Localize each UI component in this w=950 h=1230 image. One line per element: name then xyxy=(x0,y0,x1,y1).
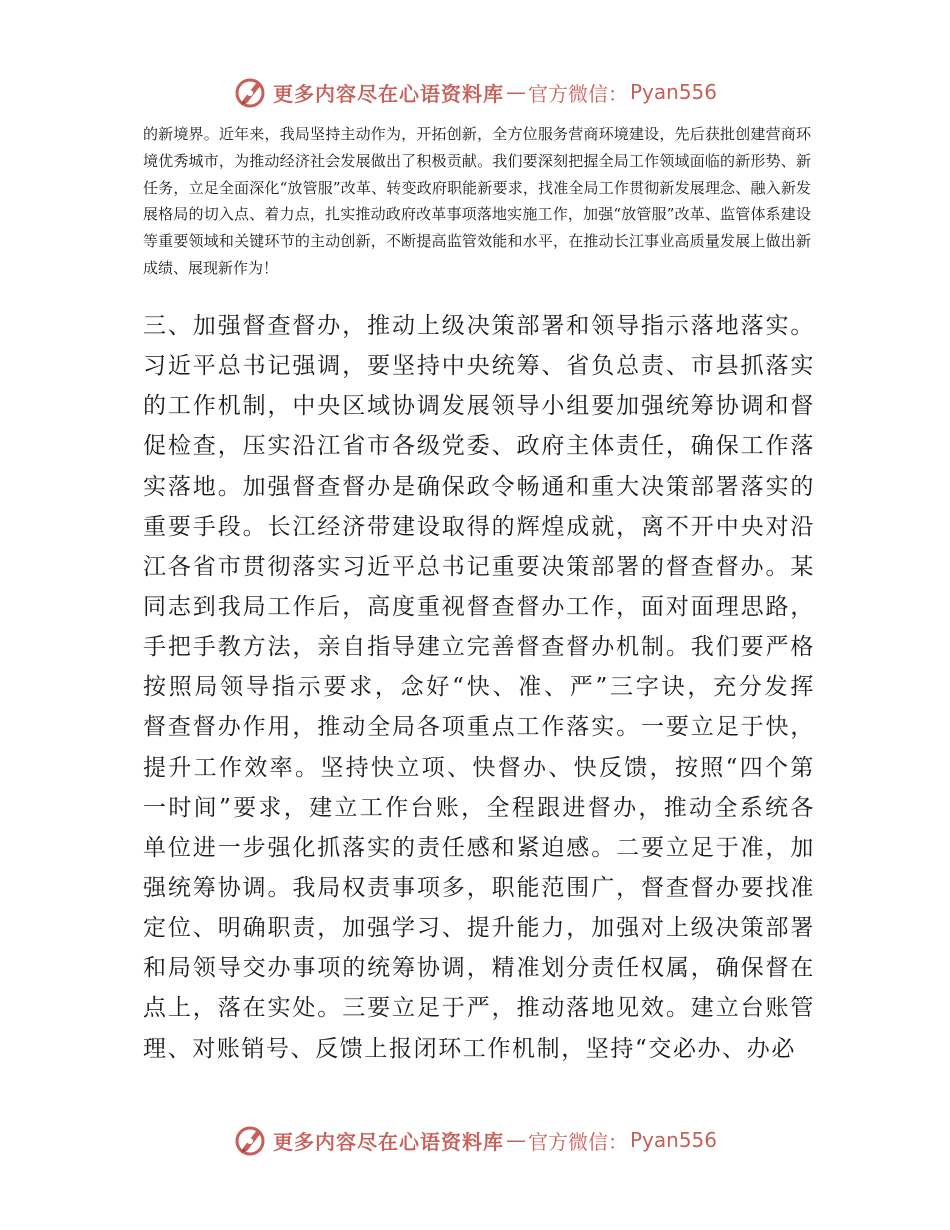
main-body xyxy=(143,306,815,1069)
body-line: 的工作机制，中央区域协调发展领导小组要加强统筹协调和督 xyxy=(143,393,815,420)
banner-official-label: 官方微信： xyxy=(527,81,628,106)
body-line: 重要手段。长江经济带建设取得的辉煌成就，离不开中央对沿 xyxy=(143,513,815,540)
body-line: 定位、明确职责，加强学习、提升能力，加强对上级决策部署 xyxy=(143,915,815,942)
body-line: 点上，落在实处。三要立足于严，推动落地见效。建立台账管 xyxy=(143,995,815,1022)
pen-logo-icon xyxy=(233,1122,269,1158)
pen-logo-icon xyxy=(233,74,269,110)
header-banner xyxy=(0,70,950,114)
banner-promo-text: 更多内容尽在心语资料库 xyxy=(272,1129,504,1154)
body-line: 促检查，压实沿江省市各级党委、政府主体责任，确保工作落 xyxy=(143,433,815,460)
body-line: 习近平总书记强调，要坚持中央统筹、省负总责、市县抓落实 xyxy=(143,353,815,380)
body-line: 理、对账销号、反馈上报闭环工作机制，坚持“交必办、办必 xyxy=(143,1035,796,1062)
banner-promo-text: 更多内容尽在心语资料库 xyxy=(272,81,504,106)
body-line: 提升工作效率。坚持快立项、快督办、快反馈，按照“四个第 xyxy=(143,754,815,781)
banner-official-label: 官方微信： xyxy=(527,1129,628,1154)
body-line: 江各省市贯彻落实习近平总书记重要决策部署的督查督办。某 xyxy=(143,553,815,580)
body-line: 同志到我局工作后，高度重视督查督办工作，面对面理思路， xyxy=(143,593,815,620)
body-line: 单位进一步强化抓落实的责任感和紧迫感。二要立足于准，加 xyxy=(143,834,815,861)
body-line: 督查督办作用，推动全局各项重点工作落实。一要立足于快， xyxy=(143,714,815,741)
body-line: 一时间”要求，建立工作台账，全程跟进督办，推动全系统各 xyxy=(143,794,815,821)
body-line: 按照局领导指示要求，念好“快、准、严”三字诀，充分发挥 xyxy=(143,674,815,701)
body-line: 和局领导交办事项的统筹协调，精准划分责任权属，确保督在 xyxy=(143,955,815,982)
banner-dash: — xyxy=(505,80,526,104)
banner-wechat-id: Pyan556 xyxy=(629,1128,717,1152)
footer-banner xyxy=(0,1118,950,1162)
body-line: 实落地。加强督查督办是确保政令畅通和重大决策部署落实的 xyxy=(143,473,815,500)
section-heading: 三、加强督查督办，推动上级决策部署和领导指示落地落实。 xyxy=(143,313,815,339)
banner-wechat-id: Pyan556 xyxy=(629,80,717,104)
intro-paragraph: 的新境界。近年来，我局坚持主动作为，开拓创新，全方位服务营商环境建设，先后获批创建营商环境优秀城市，为推动经济社会发展做出了积极贡献。我们要深刻把握全局工作领域面临的新形势、新任务，立足全面深化“放管服”改革、转变政府职能新要求，找准全局工作贯彻新发展理念、融入新发展格局的切入点、着力点，扎实推动政府改革事项落地实施工作，加强“放管服”改革、监管体系建设等重要领域和关键环节的主动创新，不断提高监管效能和水平，在推动长江事业高质量发展上做出新成绩、展现新作为！ xyxy=(143,125,811,277)
body-line: 手把手教方法，亲自指导建立完善督查督办机制。我们要严格 xyxy=(143,634,815,661)
banner-dash: — xyxy=(505,1128,526,1152)
body-line: 强统筹协调。我局权责事项多，职能范围广，督查督办要找准 xyxy=(143,874,815,901)
